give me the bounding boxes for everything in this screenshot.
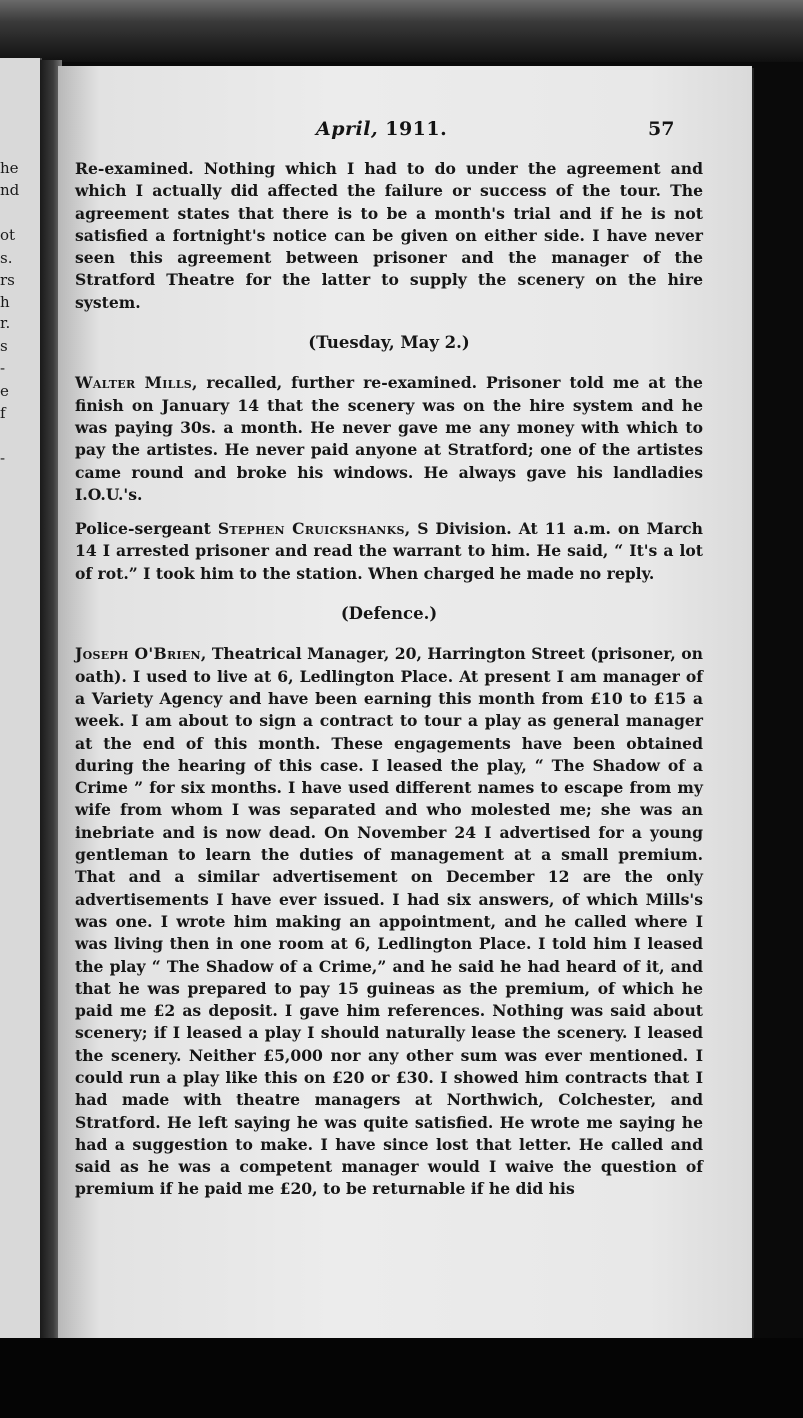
witness-name: Stephen Cruickshanks <box>217 519 405 539</box>
left-page-fragment: nd <box>0 181 20 199</box>
left-page-fragment: - <box>0 449 6 467</box>
running-head <box>316 118 447 140</box>
section-heading-tuesday: (Tuesday, May 2.) <box>308 333 470 353</box>
left-page-fragment: he <box>0 159 19 177</box>
section-heading-defence: (Defence.) <box>340 604 438 624</box>
paragraph-re-examined: Re-examined. Nothing which I had to do under the agreement and which I actually did affected the failure or success of the tour. The agreement states that there is to be a month's trial and if he is not satisfied a fortnight's notice can be given on either side. I have never seen this agreement between prisoner and the manager of the Stratford Theatre for the latter to supply the scenery on the hire system. <box>75 159 703 312</box>
header-year: 1911. <box>385 118 448 140</box>
left-page-fragment: r. <box>0 314 11 332</box>
page-header <box>58 118 752 148</box>
bottom-background <box>0 1338 803 1418</box>
left-page-fragment: rs <box>0 271 15 289</box>
left-page-fragment: s. <box>0 249 13 267</box>
left-page-edge <box>0 58 42 1338</box>
witness-name: Joseph O'Brien <box>75 644 201 664</box>
paragraph-text: , recalled, further re-examined. Prisoner told me at the finish on January 14 that the scenery was on the hire system and he was paying 30s. a month. He never gave me any money with which to pay the artistes. He never paid anyone at Stratford; one of the artistes came round and broke his windows. He always gave his landladies I.O.U.'s. <box>75 373 703 504</box>
left-page-fragment: ot <box>0 226 16 244</box>
header-month: April, <box>316 118 379 140</box>
left-page-fragment: - <box>0 359 6 377</box>
left-page-fragment: h <box>0 293 10 311</box>
paragraph-police-sergeant <box>75 518 703 585</box>
witness-rank: Police-sergeant <box>75 519 218 539</box>
paragraph-walter-mills <box>75 372 703 506</box>
top-edge-shadow <box>0 0 803 62</box>
page-body <box>75 158 703 1201</box>
paragraph-text: , Theatrical Manager, 20, Harrington Street (prisoner, on oath). I used to live at 6, Ledlington Place. At present I am manager of a Variety Agency and have been earning this month from £10 to £15 a week. I am about to sign a contract to tour a play as general manager at the end of this month. These engagements have been obtained during the hearing of this case. I leased the play, “ The Shadow of a Crime ” for six months. I have used different names to escape from my wife from whom I was separated and who molested me; she was an inebriate and is now dead. On November 24 I advertised for a young gentleman to learn the duties of management at a small premium. That and a similar advertisement on December 12 are the only advertisements I have ever issued. I had six answers, of which Mills's was one. I wrote him making an appointment, and he called where I was living then in one room at 6, Ledlington Place. I told him I leased the play “ The Shadow of a Crime,” and he said he had heard of it, and that he was prepared to pay 15 guineas as the premium, of which he paid me £2 as deposit. I gave him references. Nothing was said about scenery; if I leased a play I should naturally lease the scenery. I leased the scenery. Neither £5,000 nor any other sum was ever mentioned. I could run a play like this on £20 or £30. I showed him contracts that I had made with theatre managers at Northwich, Colchester, and Stratford. He left saying he was quite satisfied. He wrote me saying he had a suggestion to make. I have since lost that letter. He called and said as he was a competent manager would I waive the question of premium if he paid me £20, to be returnable if he did his <box>75 644 703 1199</box>
book-page <box>58 66 752 1338</box>
witness-name: Walter Mills <box>75 373 192 393</box>
left-page-fragment: s <box>0 337 8 355</box>
paragraph-text: , S Division. At 11 a.m. on March 14 I arrested prisoner and read the warrant to him. He said, “ It's a lot of rot.” I took him to the station. When charged he made no reply. <box>75 519 703 583</box>
left-page-fragment: f <box>0 404 6 422</box>
page-number: 57 <box>648 118 675 140</box>
paragraph-joseph-obrien <box>75 643 703 1200</box>
left-page-fragment: e <box>0 382 9 400</box>
